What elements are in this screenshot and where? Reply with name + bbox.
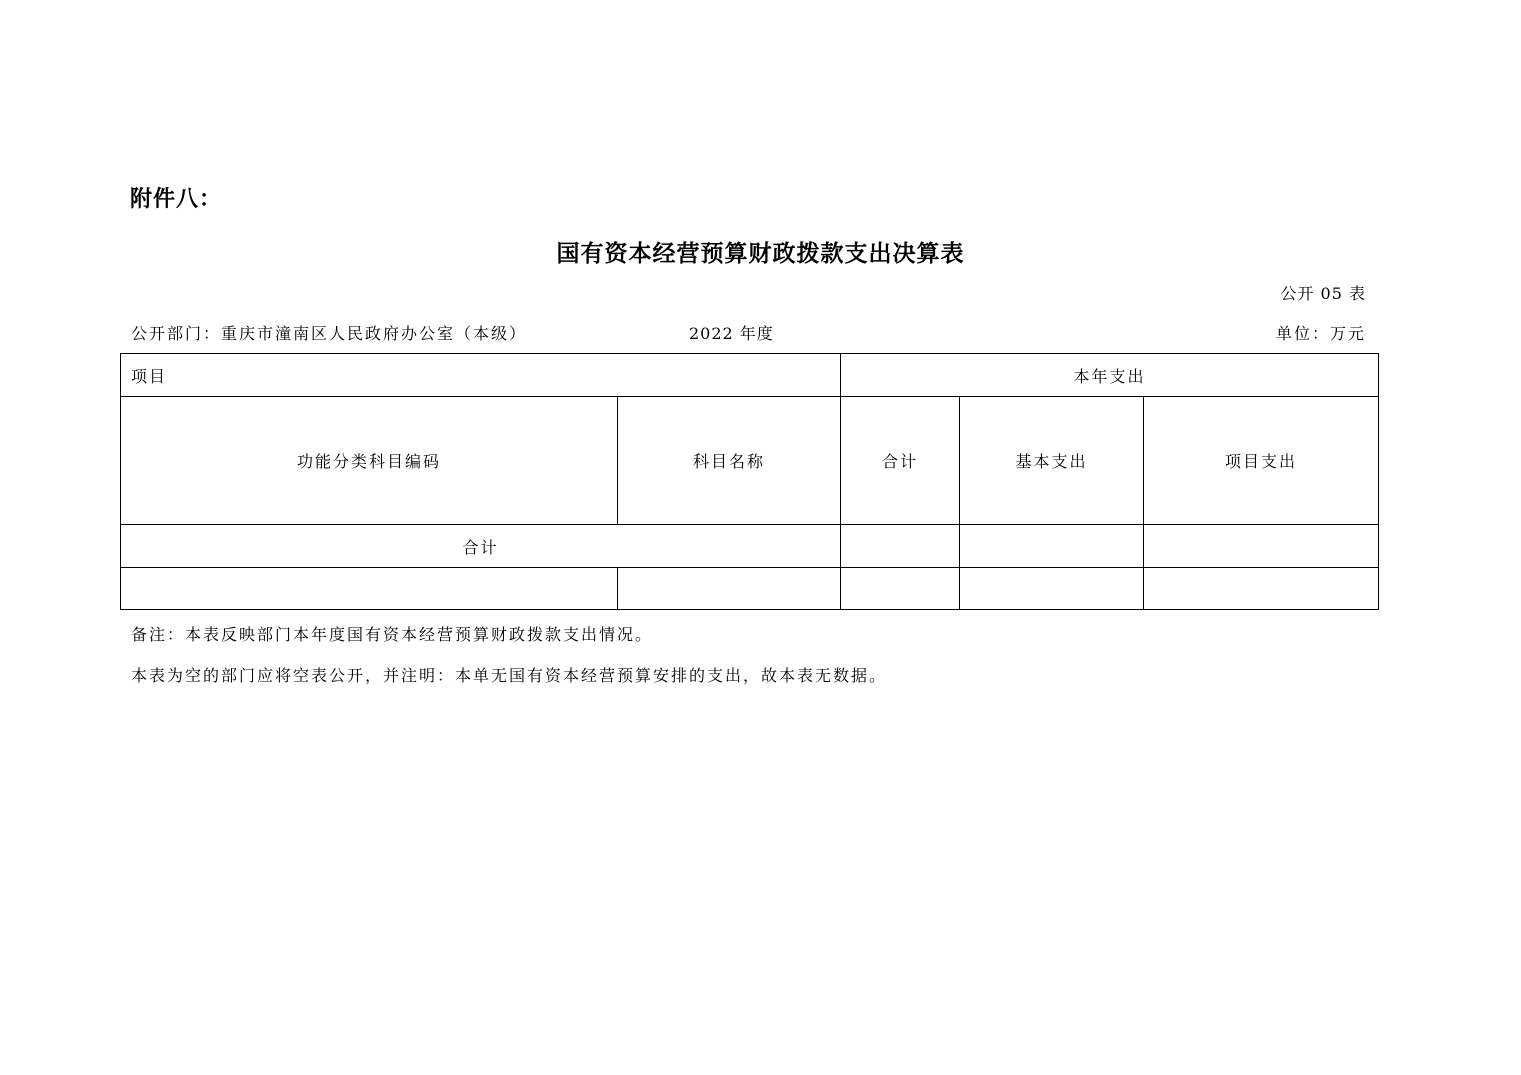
total-row-label: 合计 [121,525,841,568]
group-header-row [121,354,1379,397]
cell-total [841,568,960,610]
cell-subject-name [618,568,841,610]
total-row-basic [960,525,1144,568]
header-item: 项目 [121,354,841,397]
expenditure-table [120,353,1379,610]
unit-label: 单位：万元 [1275,324,1366,343]
header-subject-name: 科目名称 [618,397,841,525]
cell-basic [960,568,1144,610]
total-row [121,525,1379,568]
header-function-code: 功能分类科目编码 [121,397,618,525]
table-number: 公开 05 表 [1280,284,1366,303]
header-total: 合计 [841,397,960,525]
note-remark: 备注：本表反映部门本年度国有资本经营预算财政拨款支出情况。 [131,625,654,644]
total-row-total [841,525,960,568]
column-header-row [121,397,1379,525]
total-row-project [1144,525,1379,568]
table-row [121,568,1379,610]
note-empty-explanation: 本表为空的部门应将空表公开，并注明：本单无国有资本经营预算安排的支出，故本表无数据。 [131,666,888,685]
cell-function-code [121,568,618,610]
fiscal-year: 2022 年度 [689,324,774,343]
attachment-label: 附件八： [130,186,223,212]
header-basic: 基本支出 [960,397,1144,525]
header-current-year-expenditure: 本年支出 [841,354,1379,397]
cell-project [1144,568,1379,610]
header-project: 项目支出 [1144,397,1379,525]
page-title: 国有资本经营预算财政拨款支出决算表 [556,240,965,267]
department-label: 公开部门：重庆市潼南区人民政府办公室（本级） [131,324,528,343]
